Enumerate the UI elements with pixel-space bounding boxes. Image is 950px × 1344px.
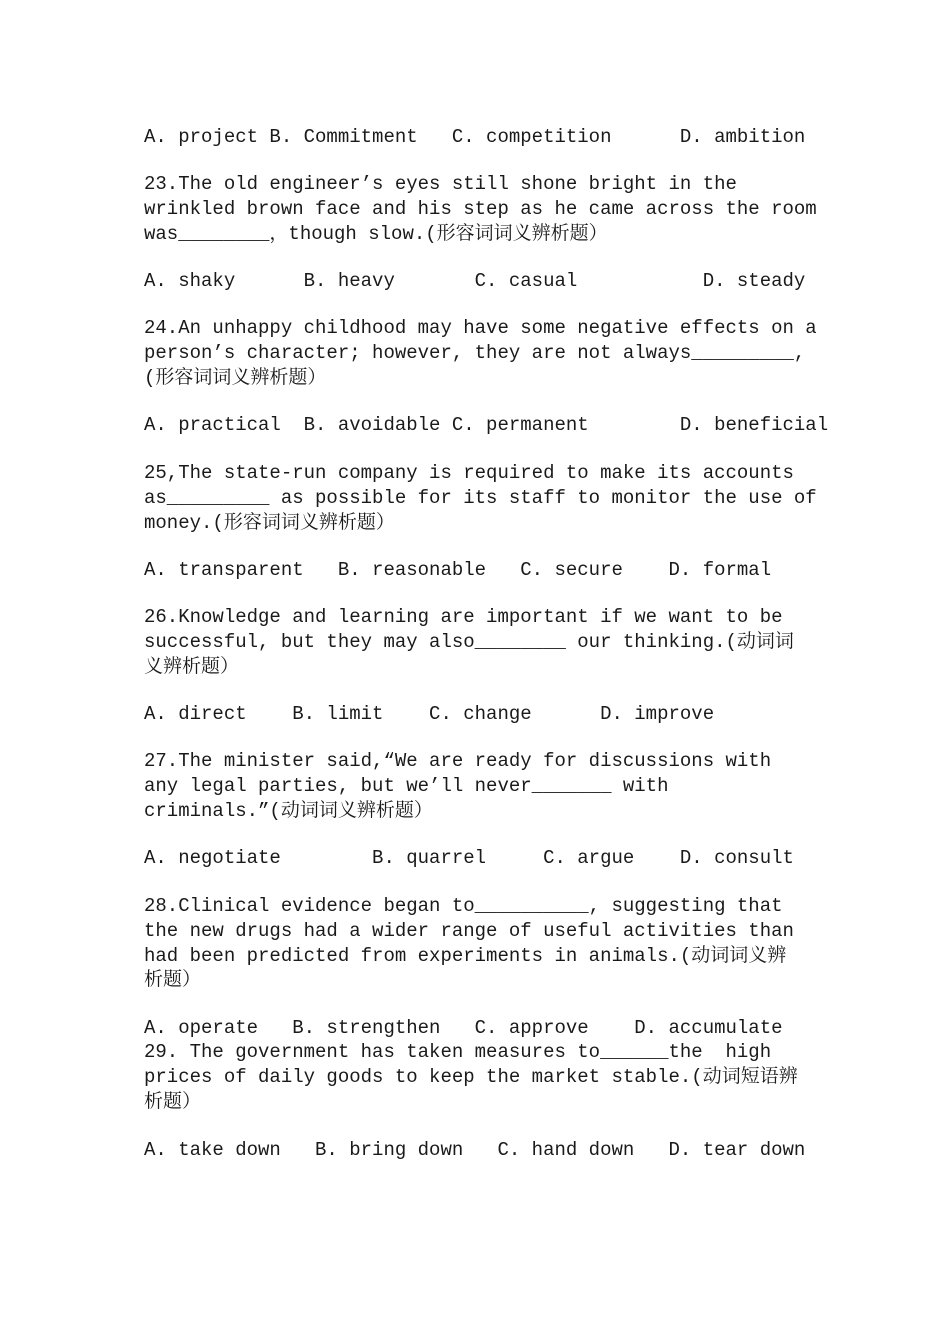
- q22-options: A. project B. Commitment C. competition D. ambition: [144, 126, 806, 148]
- q27-line-2: any legal parties, but we’ll never_______ with: [144, 775, 669, 797]
- q23-line-1: 23.The old engineer’s eyes still shone bright in the: [144, 173, 737, 195]
- q29-line-3: 析题）: [144, 1091, 202, 1113]
- q26-line-2: successful, but they may also________ our thinking.(动词词: [144, 631, 794, 653]
- q28-line-3: had been predicted from experiments in animals.(动词词义辨: [144, 945, 787, 967]
- q23-options: A. shaky B. heavy C. casual D. steady: [144, 270, 806, 292]
- q24-line-2: person’s character; however, they are not always_________,: [144, 342, 806, 364]
- q29-options: A. take down B. bring down C. hand down D. tear down: [144, 1139, 806, 1161]
- q28-line-1: 28.Clinical evidence began to__________, suggesting that: [144, 895, 783, 917]
- q27-line-1: 27.The minister said,“We are ready for discussions with: [144, 750, 772, 772]
- q28-options: A. operate B. strengthen C. approve D. accumulate: [144, 1017, 783, 1039]
- q25-line-3: money.(形容词词义辨析题）: [144, 512, 395, 534]
- q29-line-2: prices of daily goods to keep the market stable.(动词短语辨: [144, 1066, 798, 1088]
- q26-options: A. direct B. limit C. change D. improve: [144, 703, 715, 725]
- q25-options: A. transparent B. reasonable C. secure D. formal: [144, 559, 772, 581]
- q26-line-1: 26.Knowledge and learning are important if we want to be: [144, 606, 783, 628]
- q26-line-3: 义辨析题）: [144, 656, 240, 678]
- q28-line-4: 析题）: [144, 969, 202, 991]
- q29-line-1: 29. The government has taken measures to______the high: [144, 1041, 772, 1063]
- q27-options: A. negotiate B. quarrel C. argue D. consult: [144, 847, 794, 869]
- q25-line-1: 25,The state-run company is required to make its accounts: [144, 462, 794, 484]
- q24-options: A. practical B. avoidable C. permanent D. beneficial: [144, 414, 829, 436]
- q24-line-3: (形容词词义辨析题）: [144, 367, 327, 389]
- q25-line-2: as_________ as possible for its staff to monitor the use of: [144, 487, 817, 509]
- q28-line-2: the new drugs had a wider range of useful activities than: [144, 920, 794, 942]
- q24-line-1: 24.An unhappy childhood may have some negative effects on a: [144, 317, 817, 339]
- q27-line-3: criminals.”(动词词义辨析题）: [144, 800, 433, 822]
- q23-line-3: was________，though slow.(形容词词义辨析题）: [144, 223, 608, 245]
- q23-line-2: wrinkled brown face and his step as he came across the room: [144, 198, 817, 220]
